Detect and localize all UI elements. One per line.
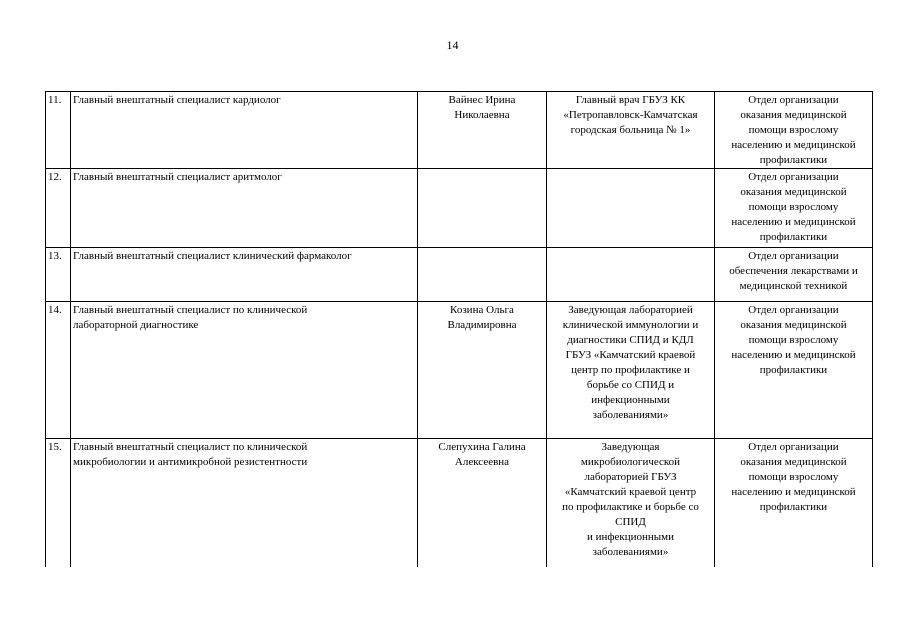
workplace-cell — [547, 169, 715, 248]
text-line: Отдел организации — [748, 441, 839, 453]
table-row — [46, 169, 873, 248]
row-number: 13. — [46, 248, 71, 302]
text-line: профилактики — [759, 364, 828, 376]
department-cell — [715, 248, 873, 302]
specialist-name-cell — [418, 439, 547, 567]
text-line: и инфекционными — [586, 531, 675, 543]
text-line: СПИД — [615, 516, 646, 528]
department-cell — [715, 439, 873, 567]
text-line: Отдел организации — [748, 304, 839, 316]
text-line: лабораторной диагностике — [73, 319, 199, 331]
text-line: диагностики СПИД и КДЛ — [567, 334, 694, 346]
table-row — [46, 302, 873, 439]
position-cell — [71, 248, 418, 302]
table-row — [46, 92, 873, 169]
text-line: городская больница № 1» — [570, 124, 691, 136]
workplace-text — [549, 303, 712, 423]
specialist-name-cell — [418, 92, 547, 169]
text-line: Главный внештатный специалист кардиолог — [73, 94, 281, 106]
text-line: профилактики — [759, 231, 828, 243]
text-line: помощи взрослому — [748, 334, 839, 346]
text-line: населению и медицинской — [731, 139, 856, 151]
text-line: оказания медицинской — [740, 109, 847, 121]
text-line: Главный внештатный специалист аритмолог — [73, 171, 282, 183]
text-line: Главный внештатный специалист по клинической — [73, 441, 308, 453]
text-line: центр по профилактике и — [571, 364, 690, 376]
text-line: «Петропавловск-Камчатская — [563, 109, 698, 121]
workplace-cell — [547, 439, 715, 567]
text-line: профилактики — [759, 154, 828, 166]
specialists-table — [45, 91, 873, 567]
department-cell — [715, 169, 873, 248]
text-line: оказания медицинской — [740, 319, 847, 331]
text-line: Слепухина Галина — [438, 441, 526, 453]
specialist-name — [420, 440, 544, 470]
workplace-text — [549, 93, 712, 138]
position-cell — [71, 92, 418, 169]
text-line: Заведующая — [601, 441, 660, 453]
row-number: 15. — [46, 439, 71, 567]
specialist-name-cell — [418, 302, 547, 439]
text-line: борьбе со СПИД и — [586, 379, 675, 391]
specialist-name-cell — [418, 169, 547, 248]
department-cell — [715, 92, 873, 169]
text-line: микробиологии и антимикробной резистентности — [73, 456, 308, 468]
text-line: Отдел организации — [748, 94, 839, 106]
text-line: Вайнес Ирина — [448, 94, 516, 106]
text-line: медицинской техникой — [739, 280, 848, 292]
text-line: помощи взрослому — [748, 124, 839, 136]
text-line: клинической иммунологии и — [562, 319, 699, 331]
workplace-cell — [547, 248, 715, 302]
position-text — [73, 93, 415, 108]
position-text — [73, 303, 415, 333]
text-line: Владимировна — [447, 319, 517, 331]
text-line: заболеваниями» — [592, 409, 669, 421]
row-number: 12. — [46, 169, 71, 248]
text-line: помощи взрослому — [748, 471, 839, 483]
specialist-name-cell — [418, 248, 547, 302]
text-line: Отдел организации — [748, 171, 839, 183]
text-line: населению и медицинской — [731, 486, 856, 498]
text-line: Заведующая лабораторией — [568, 304, 693, 316]
text-line: ГБУЗ «Камчатский краевой — [565, 349, 696, 361]
text-line: инфекционными — [591, 394, 670, 406]
text-line: заболеваниями» — [592, 546, 669, 558]
text-line: Главный внештатный специалист клинический фармаколог — [73, 250, 352, 262]
position-text — [73, 249, 415, 264]
text-line: Козина Ольга — [450, 304, 514, 316]
row-number: 14. — [46, 302, 71, 439]
workplace-text — [549, 440, 712, 560]
text-line: Главный врач ГБУЗ КК — [575, 94, 686, 106]
text-line: лабораторией ГБУЗ — [584, 471, 677, 483]
table-body — [46, 92, 873, 567]
workplace-cell — [547, 92, 715, 169]
specialist-name — [420, 303, 544, 333]
department-text — [717, 170, 870, 245]
text-line: профилактики — [759, 501, 828, 513]
position-cell — [71, 169, 418, 248]
department-text — [717, 303, 870, 378]
workplace-cell — [547, 302, 715, 439]
text-line: оказания медицинской — [740, 186, 847, 198]
table-row — [46, 248, 873, 302]
position-text — [73, 440, 415, 470]
page-number: 14 — [446, 38, 459, 52]
table-row — [46, 439, 873, 567]
position-text — [73, 170, 415, 185]
text-line: по профилактике и борьбе со — [562, 501, 699, 513]
text-line: Алексеевна — [454, 456, 510, 468]
text-line: обеспечения лекарствами и — [729, 265, 858, 277]
specialist-name — [420, 93, 544, 123]
text-line: оказания медицинской — [740, 456, 847, 468]
text-line: населению и медицинской — [731, 216, 856, 228]
text-line: населению и медицинской — [731, 349, 856, 361]
department-cell — [715, 302, 873, 439]
department-text — [717, 440, 870, 515]
text-line: Главный внештатный специалист по клинической — [73, 304, 308, 316]
position-cell — [71, 439, 418, 567]
text-line: «Камчатский краевой центр — [564, 486, 697, 498]
text-line: микробиологической — [580, 456, 681, 468]
department-text — [717, 249, 870, 294]
text-line: помощи взрослому — [748, 201, 839, 213]
position-cell — [71, 302, 418, 439]
department-text — [717, 93, 870, 168]
row-number: 11. — [46, 92, 71, 169]
text-line: Николаевна — [454, 109, 510, 121]
text-line: Отдел организации — [748, 250, 839, 262]
